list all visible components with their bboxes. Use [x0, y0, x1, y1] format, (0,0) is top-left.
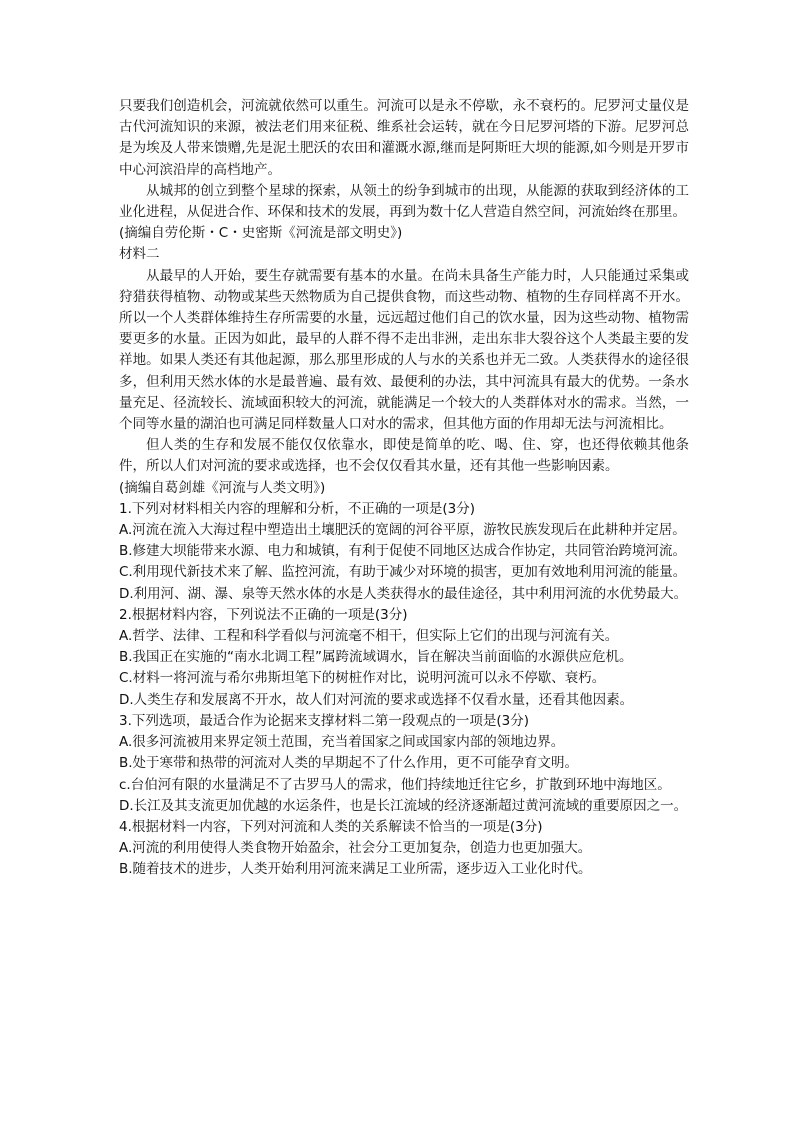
- question-stem: 1.下列对材料相关内容的理解和分析，不正确的一项是(3分): [119, 500, 476, 517]
- material2-heading: 材料二: [119, 246, 160, 263]
- question-stem: 4.根据材料一内容，下列对河流和人类的关系解读不恰当的一项是(3分): [119, 818, 543, 835]
- question-3: [119, 711, 689, 817]
- question-option: A.河流在流入大海过程中塑造出土壤肥沃的宽阔的河谷平原，游牧民族发现后在此耕种并定居。: [119, 522, 686, 539]
- question-option: C.材料一将河流与希尔弗斯坦笔下的树桩作对比，说明河流可以永不停歇、衰朽。: [119, 670, 606, 687]
- question-option: B.随着技术的进步，人类开始利用河流来满足工业所需，逐步迈入工业化时代。: [119, 861, 592, 878]
- question-1: [119, 499, 689, 605]
- question-stem: 2.根据材料内容，下列说法不正确的一项是(3分): [119, 606, 408, 623]
- question-option: D.长江及其支流更加优越的水运条件，也是长江流域的经济逐渐超过黄河流域的重要原因之一。: [119, 797, 688, 814]
- material1-paragraph-2: 从城邦的创立到整个星球的探索，从领土的纷争到城市的出现，从能源的获取到经济体的工业化进程，从促进合作、环保和技术的发展，再到为数十亿人营造自然空间，河流始终在那里。: [119, 182, 689, 221]
- question-option: c.台伯河有限的水量满足不了古罗马人的需求，他们持续地迁往它乡，扩散到环地中海地区。: [119, 776, 671, 793]
- material2-paragraph-2: 但人类的生存和发展不能仅仅依靠水，即使是简单的吃、喝、住、穿，也还得依赖其他条件，所以人们对河流的要求或选择，也不会仅仅看其水量，还有其他一些影响因素。: [119, 437, 689, 475]
- question-option: D.利用河、湖、瀑、泉等天然水体的水是人类获得水的最佳途径，其中利用河流的水优势最大。: [119, 585, 688, 602]
- document-page: [119, 96, 689, 881]
- question-option: D.人类生存和发展离不开水，故人们对河流的要求或选择不仅看水量，还看其他因素。: [119, 691, 634, 708]
- question-option: C.利用现代新技术来了解、监控河流，有助于减少对环境的损害，更加有效地利用河流的能量。: [119, 564, 687, 581]
- question-4: [119, 817, 689, 881]
- question-2: [119, 605, 689, 711]
- question-option: A.很多河流被用来界定领土范围，充当着国家之间或国家内部的领地边界。: [119, 734, 565, 751]
- question-stem: 3.下列选项，最适合作为论据来支撑材料二第一段观点的一项是(3分): [119, 712, 530, 729]
- question-option: A.河流的利用使得人类食物开始盈余，社会分工更加复杂，创造力也更加强大。: [119, 840, 592, 857]
- material2-source: (摘编自葛剑雄《河流与人类文明》): [119, 479, 326, 496]
- material1-source: (摘编自劳伦斯・C・史密斯《河流是部文明史》): [119, 225, 403, 242]
- question-option: B.我国正在实施的“南水北调工程”属跨流域调水，旨在解决当前面临的水源供应危机。: [119, 649, 633, 666]
- question-option: B.修建大坝能带来水源、电力和城镇，有利于促使不同地区达成合作协定，共同管治跨境河流。: [119, 543, 687, 560]
- question-option: B.处于寒带和热带的河流对人类的早期起不了什么作用，更不可能孕育文明。: [119, 755, 579, 772]
- material2-paragraph-1: 从最早的人开始，要生存就需要有基本的水量。在尚未具备生产能力时，人只能通过采集或狩猎获得植物、动物或某些天然物质为自己提供食物，而这些动物、植物的生存同样离不开水。所以一个人类群体维持生存所需要的水量，远远超过他们自己的饮水量，因为这些动物、植物需要更多的水量。正因为如此，最早的人群不得不走出非洲，走出东非大裂谷这个人类最主要的发祥地。如果人类还有其他起源，那么那里形成的人与水的关系也并无二致。人类获得水的途径很多，但利用天然水体的水是最普遍、最有效、最便利的办法，其中河流具有最大的优势。一条水量充足、径流较长、流域面积较大的河流，就能满足一个较大的人类群体对水的需求。当然，一个同等水量的湖泊也可满足同样数量人口对水的需求，但其他方面的作用却无法与河流相比。: [119, 267, 689, 433]
- question-option: A.哲学、法律、工程和科学看似与河流毫不相干，但实际上它们的出现与河流有关。: [119, 628, 619, 645]
- material1-paragraph-1: 只要我们创造机会，河流就依然可以重生。河流可以是永不停歇，永不衰朽的。尼罗河丈量仪是古代河流知识的来源，被法老们用来征税、维系社会运转，就在今日尼罗河塔的下游。尼罗河总是为埃及人带来馈赠,先是泥土肥沃的农田和灌溉水源,继而是阿斯旺大坝的能源,如今则是开罗市中心河滨沿岸的高档地产。: [119, 98, 689, 178]
